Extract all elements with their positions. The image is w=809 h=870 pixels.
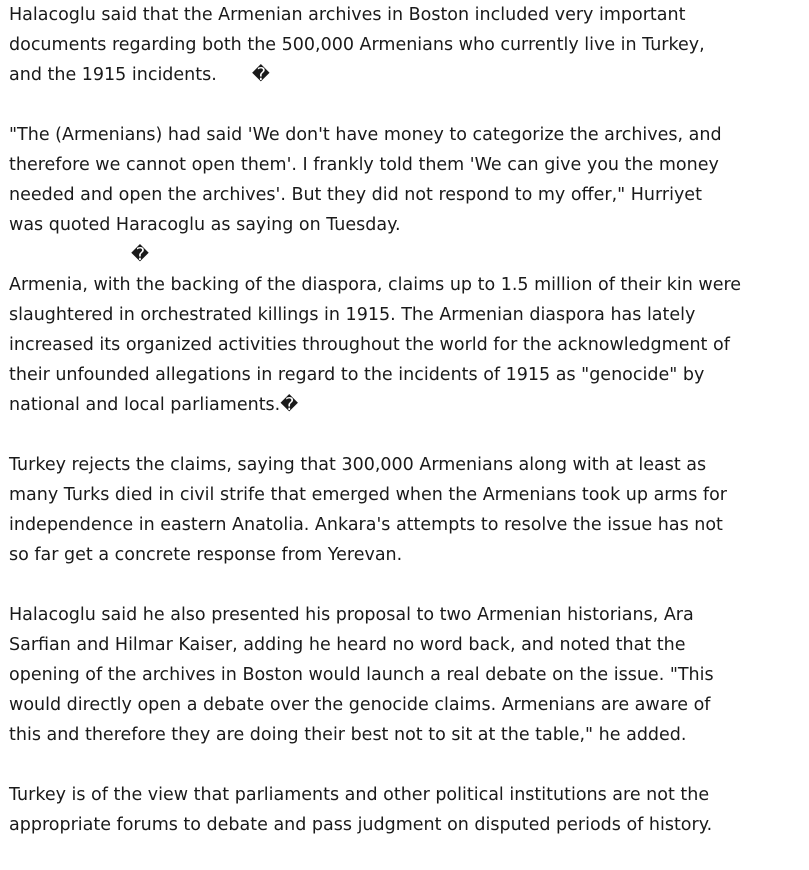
text-line: so far get a concrete response from Yerevan. (9, 545, 403, 565)
text-line: independence in eastern Anatolia. Ankara's attempts to resolve the issue has not (9, 515, 723, 535)
text-line: their unfounded allegations in regard to the incidents of 1915 as "genocide" by (9, 365, 705, 385)
paragraph-5 (9, 600, 809, 750)
text-line: Armenia, with the backing of the diaspora, claims up to 1.5 million of their kin were (9, 275, 742, 295)
text-line: Halacoglu said he also presented his proposal to two Armenian historians, Ara (9, 605, 694, 625)
text-line (9, 240, 809, 270)
text-line: therefore we cannot open them'. I frankly told them 'We can give you the money (9, 155, 719, 175)
text-line: needed and open the archives'. But they did not respond to my offer," Hurriyet (9, 185, 702, 205)
text-line: Sarfian and Hilmar Kaiser, adding he heard no word back, and noted that the (9, 635, 686, 655)
text-line: many Turks died in civil strife that emerged when the Armenians took up arms for (9, 485, 727, 505)
text-line: was quoted Haracoglu as saying on Tuesday. (9, 215, 401, 235)
text-line (9, 60, 809, 90)
text-line: increased its organized activities throughout the world for the acknowledgment of (9, 335, 730, 355)
replacement-character: � (251, 65, 270, 85)
text-line: appropriate forums to debate and pass judgment on disputed periods of history. (9, 815, 713, 835)
replacement-character: � (280, 395, 299, 415)
text-line: Turkey rejects the claims, saying that 300,000 Armenians along with at least as (9, 455, 707, 475)
text-line: this and therefore they are doing their best not to sit at the table," he added. (9, 725, 687, 745)
text-line: documents regarding both the 500,000 Armenians who currently live in Turkey, (9, 35, 705, 55)
text-line: slaughtered in orchestrated killings in 1915. The Armenian diaspora has lately (9, 305, 696, 325)
paragraph-3 (9, 270, 809, 420)
replacement-character: � (131, 245, 149, 265)
text-line: would directly open a debate over the genocide claims. Armenians are aware of (9, 695, 711, 715)
paragraph-1 (9, 0, 809, 90)
paragraph-4 (9, 450, 809, 570)
text-line: opening of the archives in Boston would launch a real debate on the issue. "This (9, 665, 714, 685)
text-line (9, 390, 809, 420)
paragraph-6 (9, 780, 809, 840)
text-line: Turkey is of the view that parliaments and other political institutions are not the (9, 785, 710, 805)
article-body (9, 0, 809, 870)
text-run: national and local parliaments. (9, 395, 281, 415)
text-line: "The (Armenians) had said 'We don't have money to categorize the archives, and (9, 125, 722, 145)
paragraph-2 (9, 120, 809, 270)
text-run: and the 1915 incidents. (9, 65, 217, 85)
text-line: Halacoglu said that the Armenian archives in Boston included very important (9, 5, 686, 25)
